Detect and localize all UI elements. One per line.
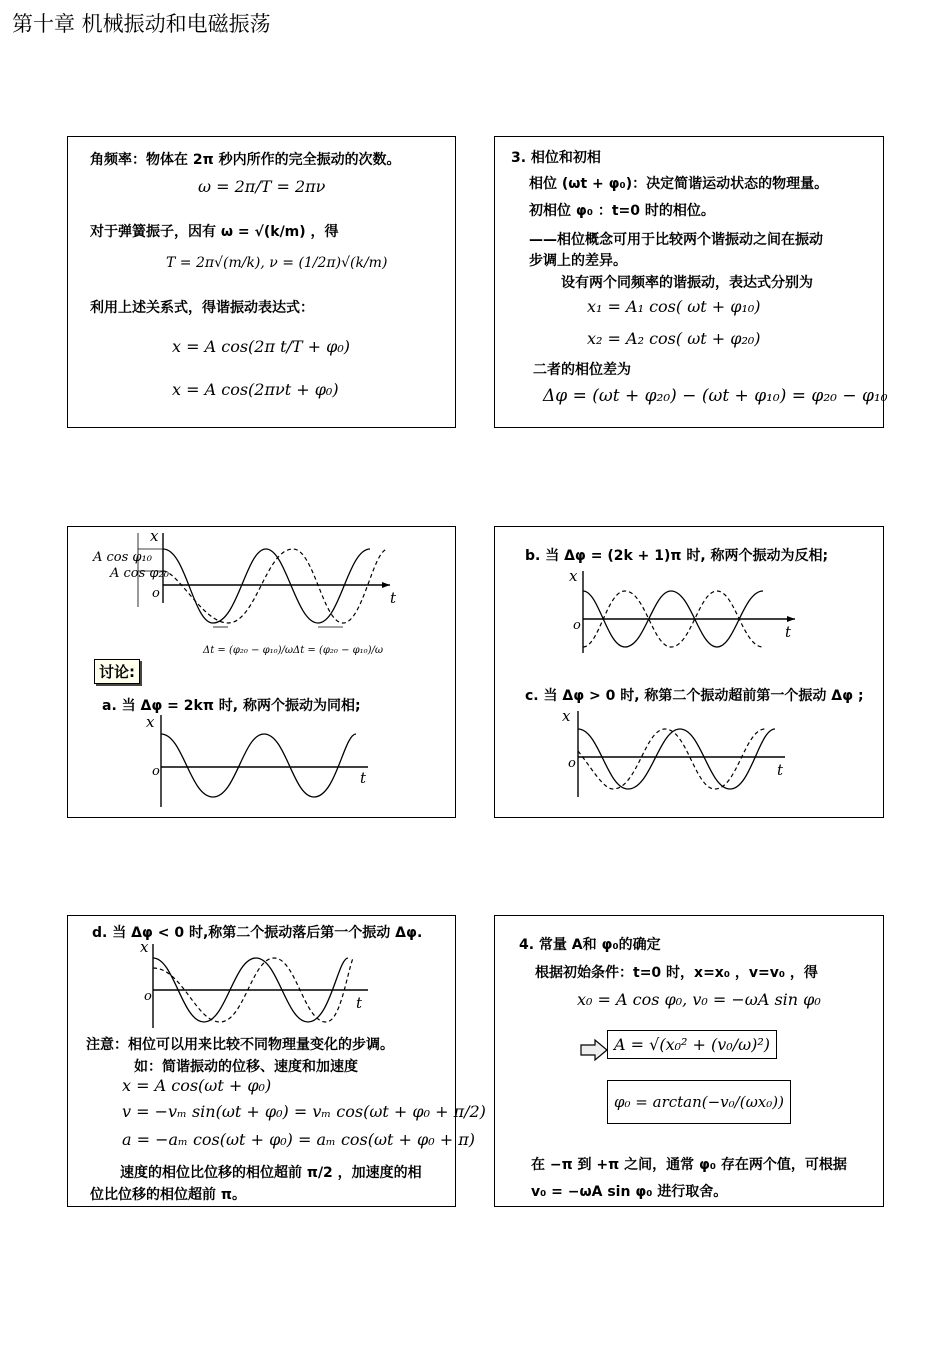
lead-t-label: t xyxy=(777,761,784,779)
slide-anti-phase xyxy=(494,526,884,818)
case-c-text: c. 当 Δφ > 0 时, 称第二个振动超前第一个振动 Δφ ; xyxy=(525,688,864,704)
note-line1: 注意：相位可以用来比较不同物理量变化的步调。 xyxy=(86,1037,394,1053)
dt-label-2: Δt = (φ₂₀ − φ₁₀)/ω xyxy=(293,645,384,656)
s1-eq-omega: ω = 2π/T = 2πν xyxy=(198,177,326,196)
s5-eq3: a = −aₘ cos(ωt + φ₀) = aₘ cos(ωt + φ₀ + π) xyxy=(122,1130,475,1149)
s2-line3b: 步调上的差异。 xyxy=(529,253,627,269)
anti-phase-graph xyxy=(495,567,881,657)
s1-line1: 角频率：物体在 2π 秒内所作的完全振动的次数。 xyxy=(90,152,401,168)
s6-eq-phi0: φ₀ = arctan(−v₀/(ωx₀)) xyxy=(607,1080,791,1124)
in-phase-t-label: t xyxy=(360,769,367,787)
page-title: 第十章 机械振动和电磁振荡 xyxy=(12,12,271,36)
leading-phase-graph xyxy=(495,707,881,807)
s2-eq1: x₁ = A₁ cos( ωt + φ₁₀) xyxy=(587,297,761,316)
s2-eq3: Δφ = (ωt + φ₂₀) − (ωt + φ₁₀) = φ₂₀ − φ₁₀ xyxy=(543,386,888,406)
solid-wave xyxy=(163,549,370,623)
lag-origin: o xyxy=(144,989,152,1004)
lag-t-label: t xyxy=(356,994,363,1012)
s2-line4: 设有两个同频率的谐振动，表达式分别为 xyxy=(561,275,813,291)
dt-label-1: Δt = (φ₂₀ − φ₁₀)/ω xyxy=(203,645,294,656)
s6-eq1: x₀ = A cos φ₀, v₀ = −ωA sin φ₀ xyxy=(577,990,821,1009)
slide-phase xyxy=(494,136,888,428)
axis-x-label: x xyxy=(150,527,159,545)
label-acos-phi20: A cos φ₂₀ xyxy=(110,566,169,581)
origin-label: o xyxy=(152,586,160,601)
slide-lagging-phase xyxy=(67,915,486,1207)
s6-title: 4. 常量 A和 φ₀的确定 xyxy=(519,937,661,953)
lead-origin: o xyxy=(568,756,576,771)
case-b-text: b. 当 Δφ = (2k + 1)π 时, 称两个振动为反相; xyxy=(525,548,829,564)
note-line3b: 位比位移的相位超前 π。 xyxy=(90,1187,246,1203)
s2-line1: 相位 (ωt + φ₀)：决定简谐运动状态的物理量。 xyxy=(529,176,829,192)
arrow-icon xyxy=(579,1038,609,1062)
s2-line5: 二者的相位差为 xyxy=(533,362,631,378)
in-phase-x-label: x xyxy=(146,713,155,731)
s5-eq2: v = −vₘ sin(ωt + φ₀) = vₘ cos(ωt + φ₀ + π/2) xyxy=(122,1102,486,1121)
s6-eq-A: A = √(x₀² + (v₀/ω)²) xyxy=(607,1030,777,1059)
discuss-tag: 讨论: xyxy=(94,659,140,684)
s1-eq-x1: x = A cos(2π t/T + φ₀) xyxy=(172,337,350,356)
s2-title: 3. 相位和初相 xyxy=(511,150,601,166)
in-phase-origin: o xyxy=(152,764,160,779)
s2-eq2: x₂ = A₂ cos( ωt + φ₂₀) xyxy=(587,329,761,348)
s6-line3: v₀ = −ωA sin φ₀ 进行取舍。 xyxy=(531,1184,728,1200)
case-d-text: d. 当 Δφ < 0 时,称第二个振动落后第一个振动 Δφ. xyxy=(92,925,423,941)
anti-x-label: x xyxy=(569,567,578,585)
lagging-phase-graph xyxy=(68,938,454,1038)
lag-x-label: x xyxy=(140,938,149,956)
note-line3a: 速度的相位比位移的相位超前 π/2 ，加速度的相 xyxy=(120,1165,422,1181)
dashed-wave xyxy=(163,549,388,623)
anti-t-label: t xyxy=(785,623,792,641)
slide-phase-diagram xyxy=(67,526,456,818)
s2-line3a: ——相位概念可用于比较两个谐振动之间在振动 xyxy=(529,232,823,248)
label-acos-phi10: A cos φ₁₀ xyxy=(93,550,152,565)
axis-t-label: t xyxy=(390,589,397,607)
s6-line2: 在 −π 到 +π 之间，通常 φ₀ 存在两个值，可根据 xyxy=(531,1157,847,1173)
in-phase-graph xyxy=(68,709,454,819)
s1-eq-x2: x = A cos(2πνt + φ₀) xyxy=(172,380,339,399)
s2-line2: 初相位 φ₀ ：t=0 时的相位。 xyxy=(529,203,715,219)
s5-eq1: x = A cos(ωt + φ₀) xyxy=(122,1076,272,1095)
s1-line2: 对于弹簧振子，因有 ω = √(k/m) ，得 xyxy=(90,224,339,240)
anti-origin: o xyxy=(573,618,581,633)
note-line2: 如：简谐振动的位移、速度和加速度 xyxy=(134,1059,358,1075)
s1-eq-T: T = 2π√(m/k), ν = (1/2π)√(k/m) xyxy=(166,255,388,271)
slide-angular-frequency xyxy=(67,136,456,428)
lead-x-label: x xyxy=(562,707,571,725)
s1-line3: 利用上述关系式，得谐振动表达式： xyxy=(90,300,314,316)
slide-constants xyxy=(494,915,884,1207)
case-a-text: a. 当 Δφ = 2kπ 时, 称两个振动为同相; xyxy=(102,698,361,714)
s6-line1: 根据初始条件：t=0 时，x=x₀ ，v=v₀ ，得 xyxy=(535,965,818,981)
